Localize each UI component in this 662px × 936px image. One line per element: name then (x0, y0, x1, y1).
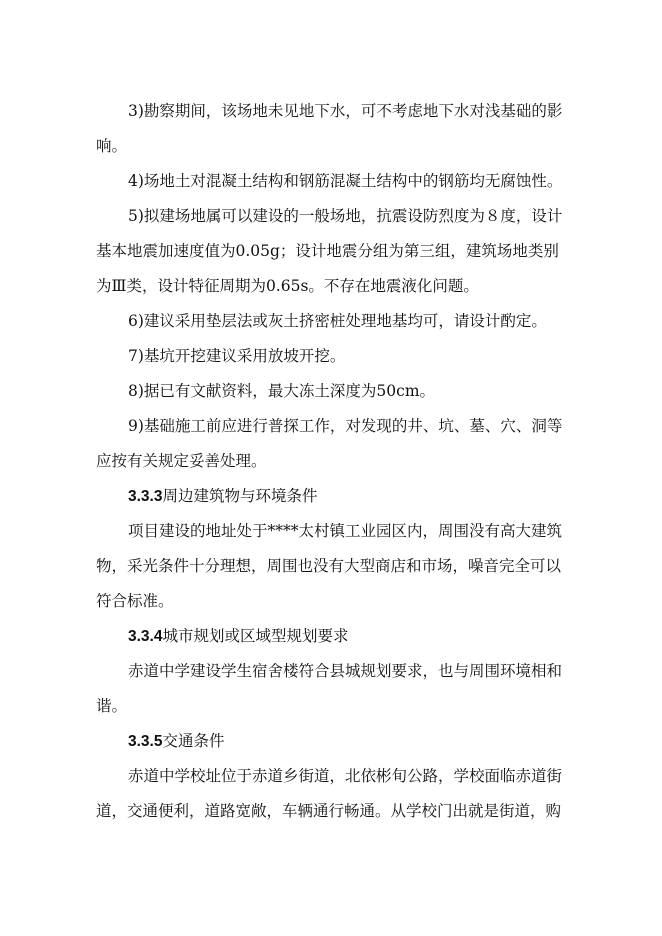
list-item-5-line-3: 为Ⅲ类，设计特征周期为0.65s。不存在地震液化问题。 (96, 277, 479, 295)
list-item-9-line-2: 应按有关规定妥善处理。 (96, 452, 267, 470)
list-item-3-line-1: 3)勘察期间，该场地未见地下水，可不考虑地下水对浅基础的影 (128, 102, 563, 120)
section-heading-3-3-5 (128, 726, 608, 757)
list-item-3-line-2: 响。 (96, 137, 128, 155)
list-item-4: 4)场地土对混凝土结构和钢筋混凝土结构中的钢筋均无腐蚀性。 (128, 172, 563, 190)
paragraph-3-3-5-line-2: 道，交通便利，道路宽敞，车辆通行畅通。从学校门出就是街道，购 (96, 802, 562, 820)
list-item-6: 6)建议采用垫层法或灰土挤密桩处理地基均可，请设计酌定。 (128, 312, 547, 330)
paragraph-3-3-3-line-2: 物，采光条件十分理想，周围也没有大型商店和市场，噪音完全可以 (96, 557, 562, 575)
paragraph-3-3-4-line-1: 赤道中学建设学生宿舍楼符合县城规划要求，也与周围环境相和 (128, 662, 563, 680)
list-item-9-line-1: 9)基础施工前应进行普探工作，对发现的井、坑、墓、穴、洞等 (128, 417, 563, 435)
paragraph-3-3-4-line-2: 谐。 (96, 697, 128, 715)
section-number: 3.3.3 (128, 488, 163, 505)
section-number: 3.3.5 (128, 733, 163, 750)
section-title: 交通条件 (162, 732, 225, 750)
section-title: 周边建筑物与环境条件 (162, 487, 318, 505)
list-item-5-line-1: 5)拟建场地属可以建设的一般场地，抗震设防烈度为８度，设计 (128, 207, 563, 225)
list-item-5-line-2: 基本地震加速度值为0.05g；设计地震分组为第三组，建筑场地类别 (96, 242, 559, 260)
list-item-7: 7)基坑开挖建议采用放坡开挖。 (128, 347, 346, 365)
paragraph-3-3-3-line-1: 项目建设的地址处于****太村镇工业园区内，周围没有高大建筑 (128, 522, 563, 540)
paragraph-3-3-3-line-3: 符合标准。 (96, 592, 174, 610)
section-heading-3-3-3 (128, 481, 608, 512)
paragraph-3-3-5-line-1: 赤道中学校址位于赤道乡街道，北依彬旬公路，学校面临赤道街 (128, 767, 563, 785)
section-number: 3.3.4 (128, 628, 163, 645)
section-title: 城市规划或区域型规划要求 (162, 627, 349, 645)
list-item-8: 8)据已有文献资料，最大冻土深度为50cm。 (128, 382, 436, 400)
section-heading-3-3-4 (128, 621, 608, 652)
